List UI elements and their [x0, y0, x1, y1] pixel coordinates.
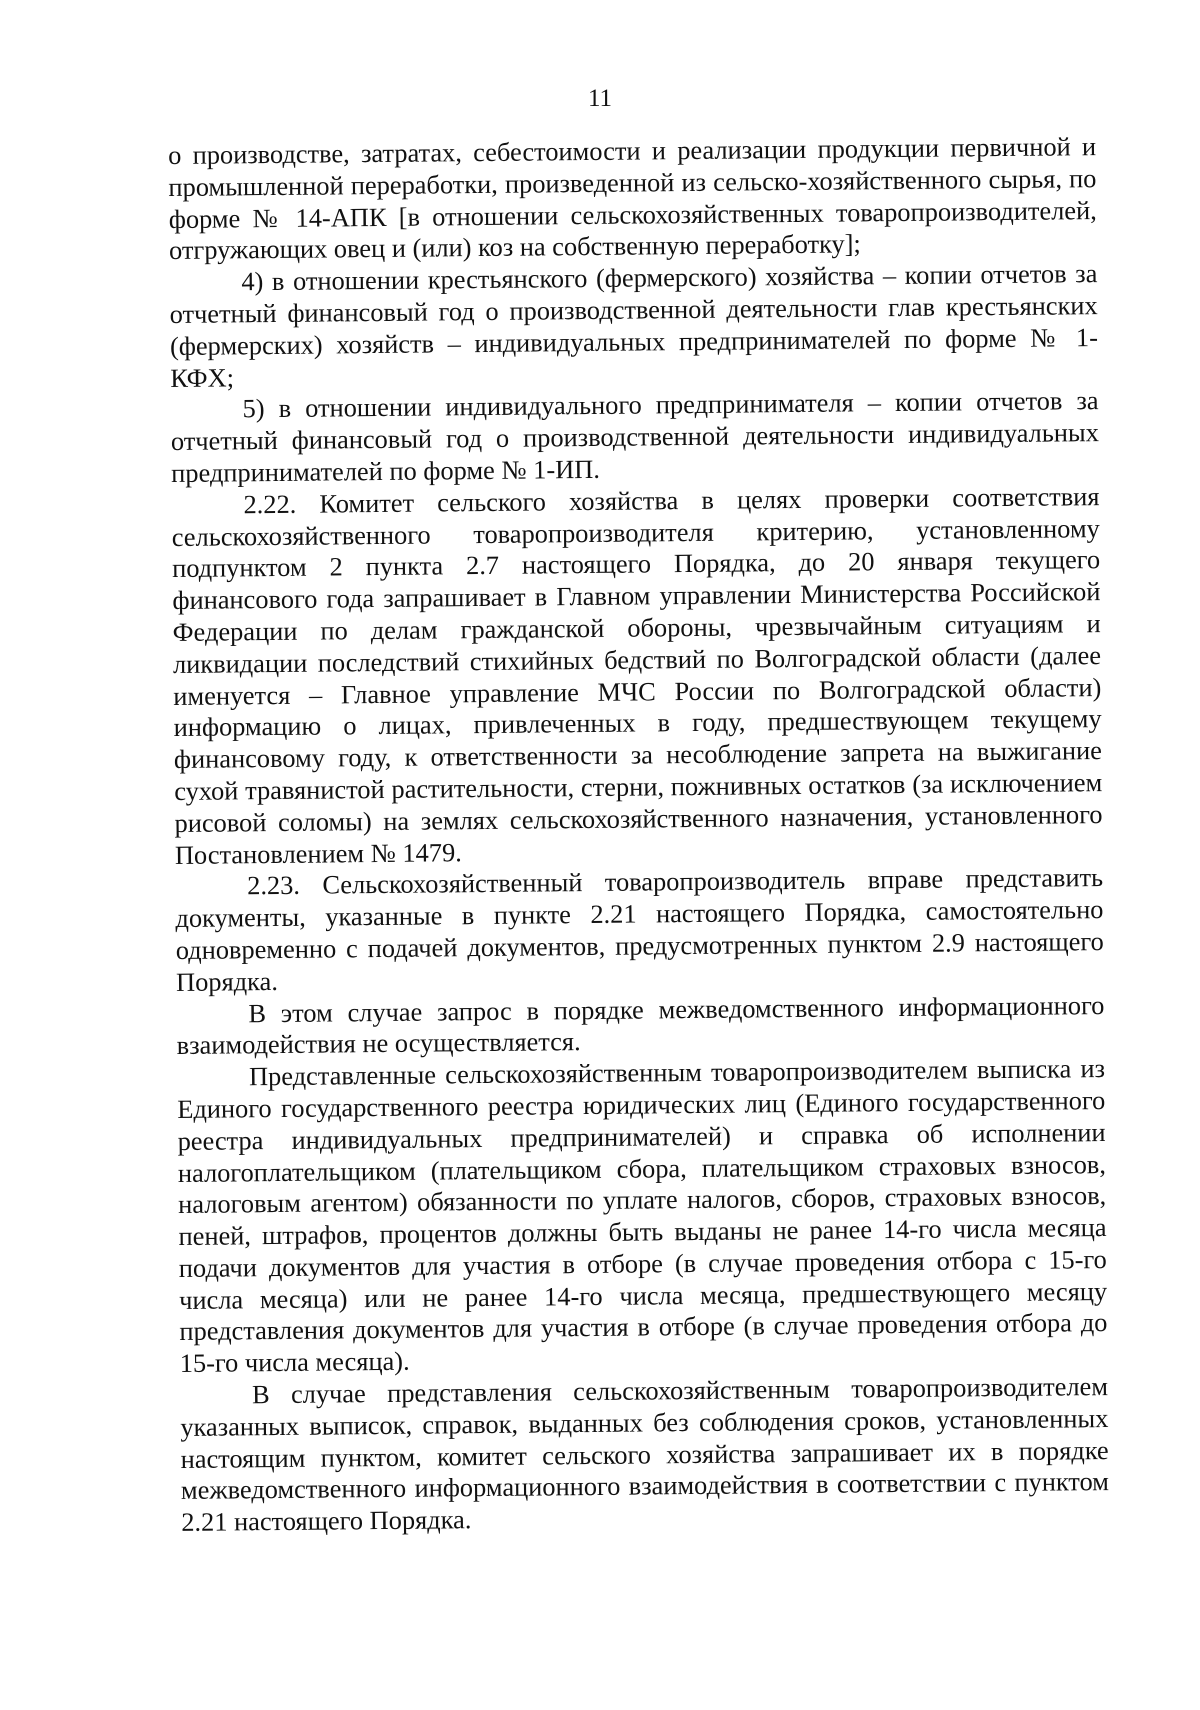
page-number: 11	[587, 85, 613, 112]
paragraph-item-4: 4) в отношении крестьянского (фермерского) хозяйства – копии отчетов за отчетный финансовый год о производственной деятельности глав крестьянских (фермерских) хозяйств – индивидуальных предпринимателей по форме № 1-КФХ;	[169, 258, 1099, 393]
paragraph-extract-validity: Представленные сельскохозяйственным товаропроизводителем выписка из Единого государственного реестра юридических лиц (Единого государственного реестра индивидуальных предпринимателей) и справка об исполнении налогоплательщиком (плательщиком сбора, плательщиком страховых взносов, налоговым агентом) обязанности по уплате налогов, сборов, страховых взносов, пеней, штрафов, процентов должны быть выданы не ранее 14-го числа месяца подачи документов для участия в отборе (в случае проведения отбора с 15-го числа месяца) или не ранее 14-го числа месяца, предшествующего месяцу представления документов для участия в отборе (в случае проведения отбора до 15-го числа месяца).	[177, 1053, 1108, 1379]
paragraph-2-22: 2.22. Комитет сельского хозяйства в целях проверки соответствия сельскохозяйственного товаропроизводителя критерию, установленному подпунктом 2 пункта 2.7 настоящего Порядка, до 20 января текущего финансового года запрашивает в Главном управлении Министерства Российской Федерации по делам гражданской обороны, чрезвычайным ситуациям и ликвидации последствий стихийных бедствий по Волгоградской области (далее именуется – Главное управление МЧС России по Волгоградской области) информацию о лицах, привлеченных в году, предшествующем текущему финансовому году, к ответственности за несоблюдение запрета на выжигание сухой травянистой растительности, стерни, пожнивных остатков (за исключением рисовой соломы) на землях сельскохозяйственного назначения, установленного Постановлением № 1479.	[171, 480, 1103, 870]
document-body	[168, 131, 1109, 1539]
paragraph-late-documents: В случае представления сельскохозяйственным товаропроизводителем указанных выписок, справок, выданных без соблюдения сроков, установленных настоящим пунктом, комитет сельского хозяйства запрашивает их в порядке межведомственного информационного взаимодействия в соответствии с пунктом 2.21 настоящего Порядка.	[180, 1371, 1110, 1538]
paragraph-item-5: 5) в отношении индивидуального предпринимателя – копии отчетов за отчетный финансовый год о производственной деятельности индивидуальных предпринимателей по форме № 1-ИП.	[170, 385, 1099, 488]
paragraph-2-23: 2.23. Сельскохозяйственный товаропроизводитель вправе представить документы, указанные в пункте 2.21 настоящего Порядка, самостоятельно одновременно с подачей документов, предусмотренных пунктом 2.9 настоящего Порядка.	[175, 862, 1104, 997]
paragraph-continuation: о производстве, затратах, себестоимости и реализации продукции первичной и промышленной переработки, произведенной из сельско-хозяйственного сырья, по форме № 14-АПК [в отношении сельскохозяйственных товаропроизводителей, отгружающих овец и (или) коз на собственную переработку];	[168, 131, 1097, 266]
paragraph-no-request: В этом случае запрос в порядке межведомственного информационного взаимодействия не осуществляется.	[176, 989, 1105, 1061]
